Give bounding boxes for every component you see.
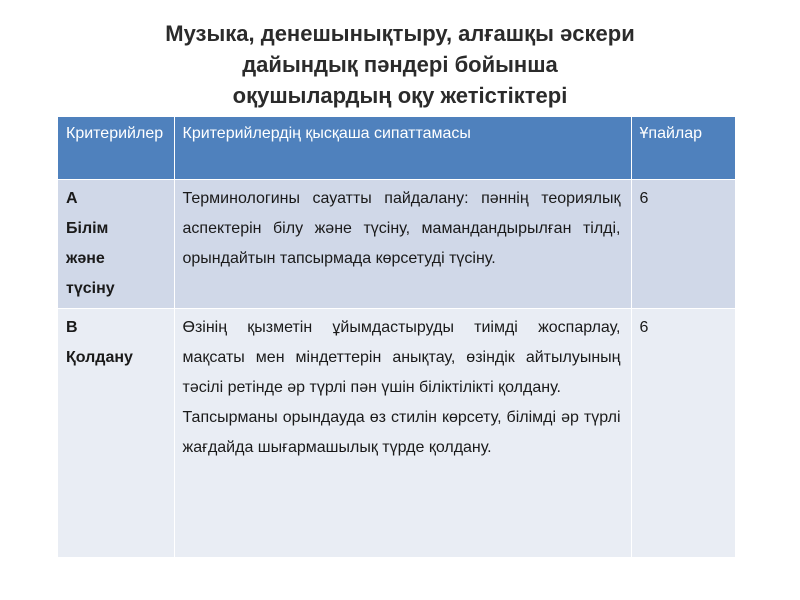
- table-header-row: [58, 117, 735, 180]
- points-cell: 6: [631, 309, 735, 558]
- title-line-3: оқушылардың оқу жетістіктері: [232, 83, 568, 108]
- criterion-code: В: [66, 319, 78, 336]
- description-text: Терминологины сауатты пайдалану: пәннің теориялық аспектерін білу және түсіну, мамандандырылған тілді, орындайтын тапсырмада көрсетуді түсіну.: [182, 190, 621, 267]
- criterion-cell: [58, 180, 174, 309]
- points-cell: 6: [631, 180, 735, 309]
- title-line-1: Музыка, денешынықтыру, алғашқы әскери: [165, 21, 635, 46]
- criterion-name-line: түсіну: [66, 280, 115, 297]
- criterion-name-line: Қолдану: [66, 349, 133, 366]
- table-row: [58, 309, 735, 558]
- header-description: Критерийлердің қысқаша сипаттамасы: [174, 117, 631, 180]
- criteria-table: [58, 117, 736, 558]
- criterion-name-line: және: [66, 250, 105, 267]
- table-row: [58, 180, 735, 309]
- header-points: Ұпайлар: [631, 117, 735, 180]
- description-text-2: Тапсырманы орындауда өз стилін көрсету, білімді әр түрлі жағдайда шығармашылық түрде қолдану.: [182, 409, 621, 456]
- criterion-name-line: Білім: [66, 220, 109, 237]
- slide-title: [60, 18, 740, 111]
- title-line-2: дайындық пәндері бойынша: [242, 52, 558, 77]
- criterion-code: А: [66, 190, 78, 207]
- description-text: Өзінің қызметін ұйымдастыруды тиімді жоспарлау, мақсаты мен міндеттерін анықтау, өзіндік айтылуының тәсілі ретінде әр түрлі пән үшін біліктілікті қолдану.: [182, 319, 621, 396]
- description-cell: [174, 309, 631, 558]
- criterion-cell: [58, 309, 174, 558]
- description-cell: [174, 180, 631, 309]
- header-criteria: Критерийлер: [58, 117, 174, 180]
